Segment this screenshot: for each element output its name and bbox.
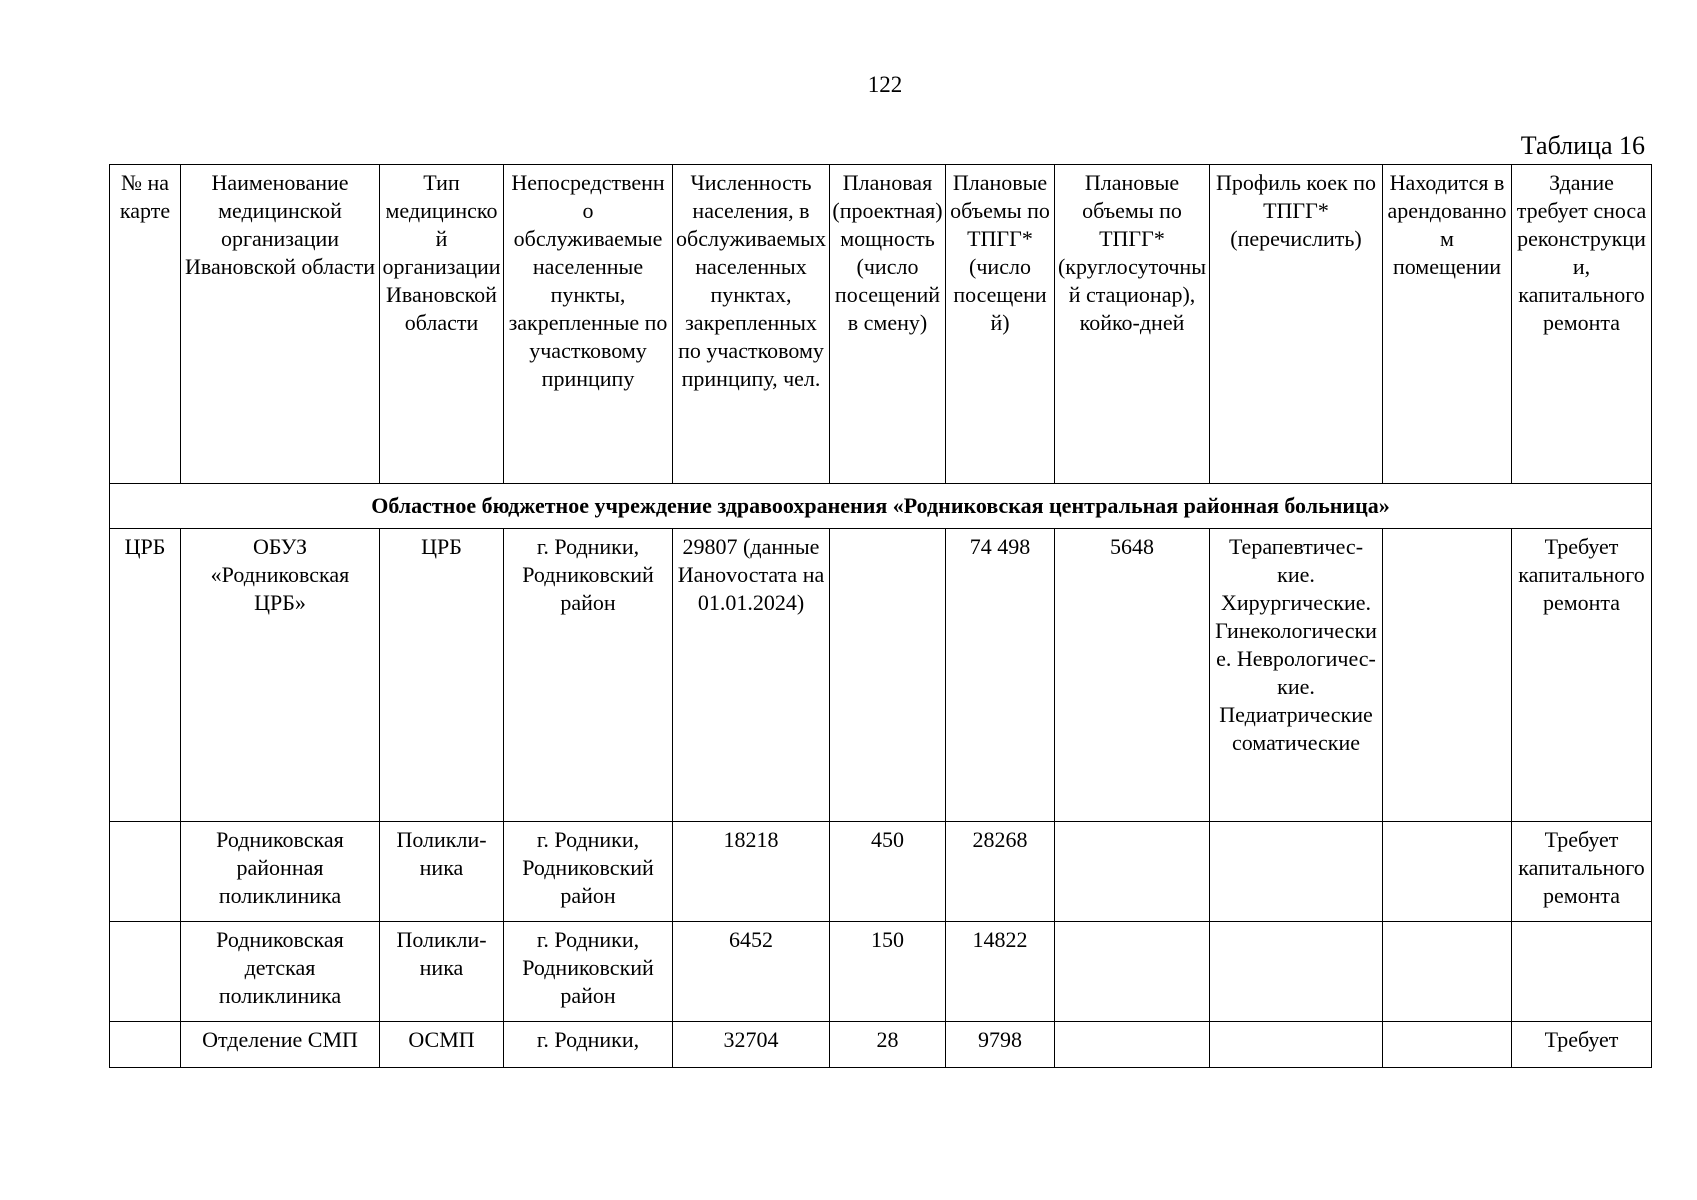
table-row	[110, 822, 1652, 922]
header-map-number: № на карте	[110, 165, 181, 484]
table-cell	[110, 922, 181, 1022]
table-cell	[1210, 822, 1383, 922]
table-cell: 150	[830, 922, 946, 1022]
table-cell: 14822	[946, 922, 1055, 1022]
table-cell	[1055, 922, 1210, 1022]
table-cell: 18218	[673, 822, 830, 922]
table-cell	[830, 529, 946, 822]
medical-organizations-table	[109, 164, 1652, 1068]
table-cell: Поликли-ника	[380, 922, 504, 1022]
table-cell: 5648	[1055, 529, 1210, 822]
table-cell: Требует капитального ремонта	[1512, 822, 1652, 922]
header-planned-bed-days: Плановые объемы по ТПГГ* (круглосуточный стационар), койко-дней	[1055, 165, 1210, 484]
table-cell: 6452	[673, 922, 830, 1022]
section-row	[110, 484, 1652, 529]
table-cell: 74 498	[946, 529, 1055, 822]
header-bed-profile: Профиль коек по ТПГГ* (перечислить)	[1210, 165, 1383, 484]
table-cell: Родниковская районная поликлиника	[181, 822, 380, 922]
table-cell: Требует капитального ремонта	[1512, 529, 1652, 822]
table-cell	[1055, 822, 1210, 922]
table-cell	[1383, 1022, 1512, 1068]
table-cell: ЦРБ	[110, 529, 181, 822]
table-cell	[1383, 529, 1512, 822]
header-organization-name: Наименование медицинской организации Ивановской области	[181, 165, 380, 484]
header-planned-visits: Плановые объемы по ТПГГ* (число посещений)	[946, 165, 1055, 484]
table-cell	[1383, 822, 1512, 922]
header-building-repair: Здание требует сноса реконструкции, капитального ремонта	[1512, 165, 1652, 484]
table-cell	[110, 822, 181, 922]
section-title: Областное бюджетное учреждение здравоохранения «Родниковская центральная районная больница»	[110, 484, 1652, 529]
table-cell: Терапевтичес-кие. Хирургические. Гинекологические. Неврологичес-кие. Педиатрические соматические	[1210, 529, 1383, 822]
header-rented-premises: Находится в арендованном помещении	[1383, 165, 1512, 484]
table-cell	[1055, 1022, 1210, 1068]
header-organization-type: Тип медицинской организации Ивановской области	[380, 165, 504, 484]
table-cell: Отделение СМП	[181, 1022, 380, 1068]
table-cell: ЦРБ	[380, 529, 504, 822]
table-cell	[1383, 922, 1512, 1022]
table-cell: г. Родники, Родниковский район	[504, 922, 673, 1022]
header-planned-capacity: Плановая (проектная) мощность (число посещений в смену)	[830, 165, 946, 484]
table-cell: 28	[830, 1022, 946, 1068]
table-row	[110, 529, 1652, 822]
table-caption: Таблица 16	[1520, 131, 1645, 160]
header-population: Численность населения, в обслуживаемых населенных пунктах, закрепленных по участковому принципу, чел.	[673, 165, 830, 484]
table-cell: 450	[830, 822, 946, 922]
table-cell	[110, 1022, 181, 1068]
table-cell	[1210, 922, 1383, 1022]
table-cell: Требует	[1512, 1022, 1652, 1068]
table-cell	[1512, 922, 1652, 1022]
table-header-row	[110, 165, 1652, 484]
table-cell: г. Родники, Родниковский район	[504, 822, 673, 922]
table-row	[110, 1022, 1652, 1068]
table-cell: 9798	[946, 1022, 1055, 1068]
table-cell	[1210, 1022, 1383, 1068]
table-cell: ОБУЗ «Родниковская ЦРБ»	[181, 529, 380, 822]
table-cell: 32704	[673, 1022, 830, 1068]
table-cell: Поликли-ника	[380, 822, 504, 922]
page-number: 122	[867, 72, 903, 97]
table-cell: г. Родники, Родниковский район	[504, 529, 673, 822]
table-row	[110, 922, 1652, 1022]
header-served-localities: Непосредственно обслуживаемые населенные пункты, закрепленные по участковому принципу	[504, 165, 673, 484]
table-cell: Родниковская детская поликлиника	[181, 922, 380, 1022]
table-cell: г. Родники,	[504, 1022, 673, 1068]
table-cell: ОСМП	[380, 1022, 504, 1068]
table-cell: 28268	[946, 822, 1055, 922]
table-cell: 29807 (данные Ианovостата на 01.01.2024)	[673, 529, 830, 822]
